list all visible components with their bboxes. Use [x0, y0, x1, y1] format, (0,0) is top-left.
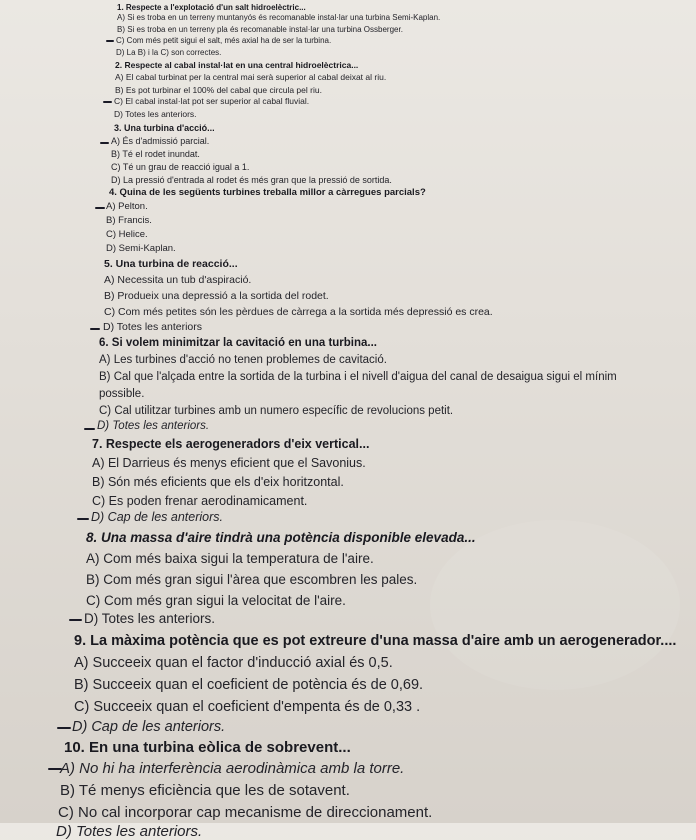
- answer-option-d: D) Cap de les anteriors.: [72, 719, 226, 735]
- answer-option-b: B) Es pot turbinar el 100% del cabal que circula pel riu.: [115, 85, 322, 95]
- answer-option-c: C) No cal incorporar cap mecanisme de direccionament.: [58, 804, 433, 821]
- selected-answer-mark: [77, 518, 89, 520]
- answer-option-b: B) Com més gran sigui l'àrea que escombren les pales.: [86, 572, 418, 587]
- selected-answer-mark: [57, 727, 71, 729]
- answer-option-c: C) Com més gran sigui la velocitat de l'aire.: [86, 593, 346, 608]
- answer-option-b: B) Cal que l'alçada entre la sortida de la turbina i el nivell d'aigua del canal de desaigua sigui el mínim: [99, 371, 617, 383]
- answer-option-c: C) Succeeix quan el coeficient d'empenta és de 0,33 .: [74, 699, 421, 715]
- answer-option-a: A) Si es troba en un terreny muntanyós és recomanable instal·lar una turbina Semi-Kaplan.: [117, 13, 441, 22]
- answer-option-c: C) El cabal instal·lat pot ser superior al cabal fluvial.: [114, 96, 310, 106]
- question-title: 1. Respecte a l'explotació d'un salt hidroelèctric...: [117, 3, 306, 12]
- answer-option-d: D) La B) i la C) son correctes.: [116, 48, 222, 57]
- answer-option-b: B) Té el rodet inundat.: [111, 149, 200, 159]
- answer-option-b: B) Té menys eficiència que les de sotavent.: [60, 782, 350, 799]
- selected-answer-mark: [69, 619, 82, 621]
- selected-answer-mark: [100, 142, 109, 144]
- answer-option-b: B) Produeix una depressió a la sortida del rodet.: [104, 290, 329, 302]
- answer-option-a: A) Com més baixa sigui la temperatura de l'aire.: [86, 551, 374, 566]
- answer-option-d: D) Cap de les anteriors.: [91, 510, 224, 524]
- question-title: 5. Una turbina de reacció...: [104, 258, 238, 270]
- question-title: 3. Una turbina d'acció...: [114, 123, 215, 133]
- answer-option-a: A) El Darrieus és menys eficient que el Savonius.: [92, 456, 366, 470]
- question-title: 7. Respecte els aerogeneradors d'eix vertical...: [92, 437, 370, 451]
- answer-option-a: A) El cabal turbinat per la central mai serà superior al cabal deixat al riu.: [115, 72, 387, 82]
- answer-option-c: C) Com més petites són les pèrdues de càrrega a la sortida més depressió es crea.: [104, 306, 493, 318]
- selected-answer-mark: [106, 40, 114, 42]
- answer-option-d: D) Totes les anteriors.: [114, 109, 197, 119]
- answer-option-a: A) Necessita un tub d'aspiració.: [104, 274, 252, 286]
- answer-option-c: C) Helice.: [106, 229, 148, 240]
- answer-option-d: D) Totes les anteriors.: [56, 823, 203, 840]
- question-title: 6. Si volem minimitzar la cavitació en una turbina...: [99, 337, 377, 349]
- question-title: 10. En una turbina eòlica de sobrevent...: [64, 739, 351, 756]
- question-title: 4. Quina de les següents turbines treballa millor a càrregues parcials?: [109, 187, 426, 198]
- answer-option-a: A) No hi ha interferència aerodinàmica amb la torre.: [60, 760, 405, 777]
- answer-option-a: A) Les turbines d'acció no tenen problemes de cavitació.: [99, 354, 387, 366]
- answer-option-b: B) Són més eficients que els d'eix horitzontal.: [92, 475, 344, 489]
- answer-option-d: D) Totes les anteriors.: [84, 611, 216, 626]
- question-title: 8. Una massa d'aire tindrà una potència disponible elevada...: [86, 530, 476, 545]
- answer-option-c: C) Cal utilitzar turbines amb un numero específic de revolucions petit.: [99, 405, 454, 417]
- answer-option-b: B) Francis.: [106, 215, 152, 226]
- answer-option-b: B) Succeeix quan el coeficient de potència és de 0,69.: [74, 677, 424, 693]
- answer-option-a: A) És d'admissió parcial.: [111, 136, 210, 146]
- answer-option-d: D) La pressió d'entrada al rodet és més gran que la pressió de sortida.: [111, 175, 392, 185]
- selected-answer-mark: [103, 101, 112, 103]
- selected-answer-mark: [90, 328, 100, 330]
- page-shadow: [430, 520, 680, 690]
- answer-option-b-continued: possible.: [99, 388, 145, 400]
- answer-option-c: C) Com més petit sigui el salt, més axial ha de ser la turbina.: [116, 36, 332, 45]
- answer-option-d: D) Totes les anteriors: [103, 321, 203, 333]
- question-title: 2. Respecte al cabal instal·lat en una central hidroelèctrica...: [115, 60, 359, 70]
- answer-option-b: B) Si es troba en un terreny pla és recomanable instal·lar una turbina Ossberger.: [117, 25, 403, 34]
- selected-answer-mark: [84, 428, 95, 430]
- answer-option-d: D) Totes les anteriors.: [97, 420, 210, 432]
- answer-option-a: A) Succeeix quan el factor d'inducció axial és 0,5.: [74, 655, 393, 671]
- answer-option-a: A) Pelton.: [106, 201, 148, 212]
- answer-option-c: C) Té un grau de reacció igual a 1.: [111, 162, 250, 172]
- answer-option-d: D) Semi-Kaplan.: [106, 243, 176, 254]
- answer-option-c: C) Es poden frenar aerodinamicament.: [92, 494, 308, 508]
- question-title: 9. La màxima potència que es pot extreure d'una massa d'aire amb un aerogenerador....: [74, 633, 677, 649]
- selected-answer-mark: [95, 207, 105, 209]
